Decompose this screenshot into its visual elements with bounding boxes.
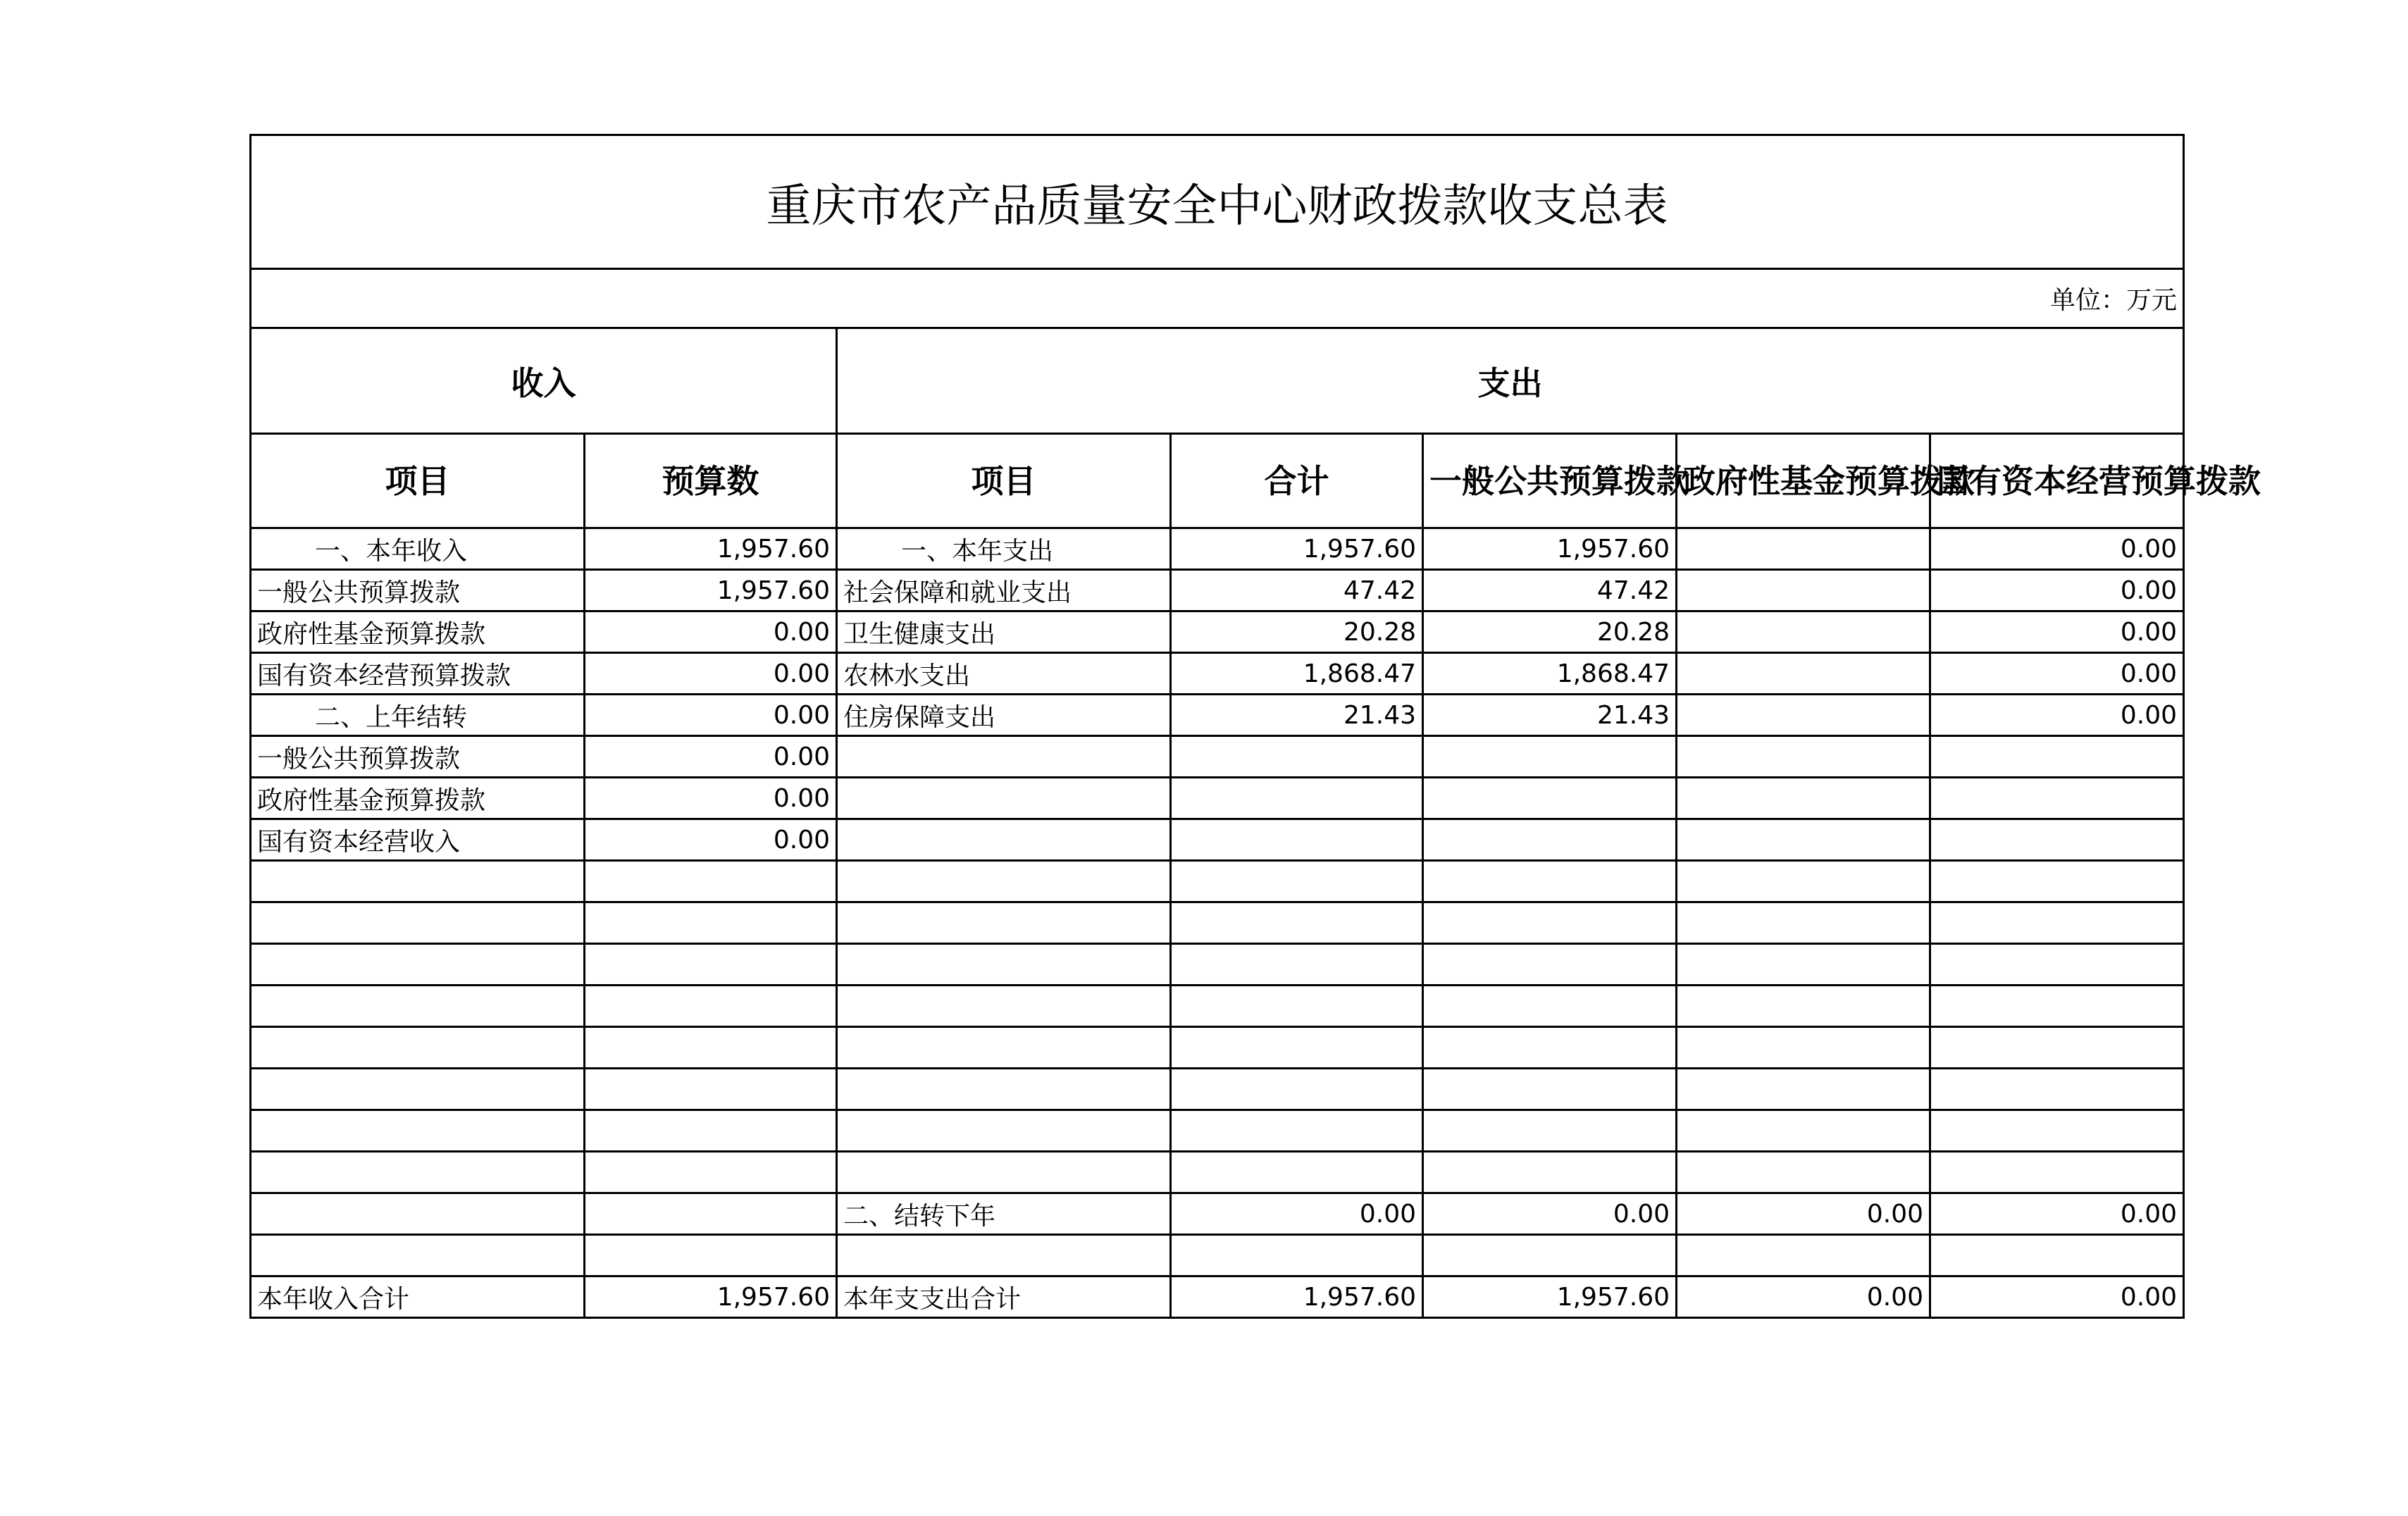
expense-item-cell: 本年支支出合计 xyxy=(837,1276,1171,1318)
expense-item-cell: 二、结转下年 xyxy=(837,1193,1171,1235)
general-budget-cell: 20.28 xyxy=(1423,611,1677,653)
general-budget-cell xyxy=(1423,944,1677,986)
gov-fund-cell xyxy=(1677,986,1930,1027)
income-amount-cell xyxy=(585,1152,837,1193)
state-capital-cell xyxy=(1930,1069,2184,1110)
state-capital-cell xyxy=(1930,944,2184,986)
income-amount-cell xyxy=(585,944,837,986)
expense-total-cell xyxy=(1171,944,1423,986)
expense-total-cell: 1,957.60 xyxy=(1171,1276,1423,1318)
header-total: 合计 xyxy=(1171,434,1423,528)
state-capital-cell xyxy=(1930,778,2184,819)
expense-total-cell xyxy=(1171,819,1423,861)
income-item-cell: 本年收入合计 xyxy=(251,1276,585,1318)
income-item-cell: 国有资本经营预算拨款 xyxy=(251,653,585,695)
expense-item-cell: 社会保障和就业支出 xyxy=(837,570,1171,611)
income-item-cell: 政府性基金预算拨款 xyxy=(251,778,585,819)
table-row xyxy=(251,695,2184,736)
expense-total-cell: 21.43 xyxy=(1171,695,1423,736)
gov-fund-cell xyxy=(1677,736,1930,778)
state-capital-cell xyxy=(1930,902,2184,944)
general-budget-cell xyxy=(1423,1152,1677,1193)
header-general-budget: 一般公共预算拨款 xyxy=(1423,434,1677,528)
general-budget-cell xyxy=(1423,1235,1677,1276)
income-amount-cell: 1,957.60 xyxy=(585,1276,837,1318)
table-row xyxy=(251,736,2184,778)
expense-item-cell xyxy=(837,861,1171,902)
general-budget-cell: 0.00 xyxy=(1423,1193,1677,1235)
table-row xyxy=(251,1276,2184,1318)
income-amount-cell: 0.00 xyxy=(585,611,837,653)
income-amount-cell: 0.00 xyxy=(585,653,837,695)
expense-item-cell: 卫生健康支出 xyxy=(837,611,1171,653)
general-budget-cell: 47.42 xyxy=(1423,570,1677,611)
gov-fund-cell xyxy=(1677,528,1930,570)
income-amount-cell: 0.00 xyxy=(585,819,837,861)
gov-fund-cell xyxy=(1677,1235,1930,1276)
state-capital-cell: 0.00 xyxy=(1930,1193,2184,1235)
table-row xyxy=(251,861,2184,902)
income-amount-cell xyxy=(585,1069,837,1110)
gov-fund-cell xyxy=(1677,1152,1930,1193)
state-capital-cell: 0.00 xyxy=(1930,653,2184,695)
general-budget-cell: 1,957.60 xyxy=(1423,1276,1677,1318)
income-item-cell xyxy=(251,1069,585,1110)
state-capital-cell xyxy=(1930,861,2184,902)
income-item-cell xyxy=(251,1193,585,1235)
income-amount-cell xyxy=(585,861,837,902)
table-row xyxy=(251,528,2184,570)
gov-fund-cell: 0.00 xyxy=(1677,1276,1930,1318)
table-row xyxy=(251,1110,2184,1152)
expense-item-cell: 农林水支出 xyxy=(837,653,1171,695)
income-section-header: 收入 xyxy=(251,328,837,434)
table-row xyxy=(251,1235,2184,1276)
income-amount-cell xyxy=(585,1027,837,1069)
expense-total-cell xyxy=(1171,1235,1423,1276)
income-item-cell: 二、上年结转 xyxy=(251,695,585,736)
income-amount-cell xyxy=(585,1193,837,1235)
gov-fund-cell xyxy=(1677,1027,1930,1069)
income-item-cell xyxy=(251,1152,585,1193)
expense-item-cell xyxy=(837,944,1171,986)
general-budget-cell xyxy=(1423,736,1677,778)
header-gov-fund: 政府性基金预算拨款 xyxy=(1677,434,1930,528)
gov-fund-cell xyxy=(1677,944,1930,986)
expense-section-header: 支出 xyxy=(837,328,2184,434)
state-capital-cell xyxy=(1930,1152,2184,1193)
gov-fund-cell xyxy=(1677,570,1930,611)
table-row xyxy=(251,570,2184,611)
income-item-cell: 政府性基金预算拨款 xyxy=(251,611,585,653)
table-row xyxy=(251,986,2184,1027)
budget-sheet xyxy=(249,134,2261,1357)
expense-item-cell xyxy=(837,736,1171,778)
gov-fund-cell xyxy=(1677,1110,1930,1152)
income-item-cell: 一般公共预算拨款 xyxy=(251,570,585,611)
header-income-item: 项目 xyxy=(251,434,585,528)
general-budget-cell xyxy=(1423,902,1677,944)
expense-total-cell: 47.42 xyxy=(1171,570,1423,611)
gov-fund-cell xyxy=(1677,819,1930,861)
table-row xyxy=(251,944,2184,986)
expense-total-cell xyxy=(1171,902,1423,944)
income-item-cell: 一、本年收入 xyxy=(251,528,585,570)
general-budget-cell xyxy=(1423,861,1677,902)
expense-item-cell xyxy=(837,1069,1171,1110)
gov-fund-cell xyxy=(1677,861,1930,902)
gov-fund-cell xyxy=(1677,902,1930,944)
income-item-cell: 国有资本经营收入 xyxy=(251,819,585,861)
expense-total-cell xyxy=(1171,986,1423,1027)
expense-item-cell xyxy=(837,778,1171,819)
expense-total-cell: 20.28 xyxy=(1171,611,1423,653)
expense-item-cell xyxy=(837,902,1171,944)
state-capital-cell: 0.00 xyxy=(1930,570,2184,611)
table-row xyxy=(251,1193,2184,1235)
income-item-cell xyxy=(251,1027,585,1069)
income-item-cell: 一般公共预算拨款 xyxy=(251,736,585,778)
income-amount-cell xyxy=(585,902,837,944)
general-budget-cell xyxy=(1423,778,1677,819)
expense-item-cell xyxy=(837,1235,1171,1276)
table-row xyxy=(251,819,2184,861)
expense-item-cell xyxy=(837,819,1171,861)
expense-total-cell: 0.00 xyxy=(1171,1193,1423,1235)
general-budget-cell xyxy=(1423,1027,1677,1069)
state-capital-cell: 0.00 xyxy=(1930,695,2184,736)
income-amount-cell: 0.00 xyxy=(585,736,837,778)
table-row xyxy=(251,1069,2184,1110)
expense-total-cell xyxy=(1171,778,1423,819)
general-budget-cell: 1,868.47 xyxy=(1423,653,1677,695)
header-income-budget: 预算数 xyxy=(585,434,837,528)
header-state-capital: 国有资本经营预算拨款 xyxy=(1930,434,2184,528)
general-budget-cell xyxy=(1423,819,1677,861)
expense-total-cell xyxy=(1171,861,1423,902)
expense-total-cell: 1,957.60 xyxy=(1171,528,1423,570)
state-capital-cell xyxy=(1930,1027,2184,1069)
state-capital-cell: 0.00 xyxy=(1930,528,2184,570)
expense-total-cell xyxy=(1171,1152,1423,1193)
income-item-cell xyxy=(251,1235,585,1276)
page-title: 重庆市农产品质量安全中心财政拨款收支总表 xyxy=(251,135,2184,269)
table-row xyxy=(251,1152,2184,1193)
general-budget-cell: 1,957.60 xyxy=(1423,528,1677,570)
table-row xyxy=(251,611,2184,653)
income-amount-cell xyxy=(585,1110,837,1152)
income-amount-cell xyxy=(585,1235,837,1276)
expense-item-cell: 一、本年支出 xyxy=(837,528,1171,570)
gov-fund-cell xyxy=(1677,1069,1930,1110)
general-budget-cell xyxy=(1423,1110,1677,1152)
general-budget-cell xyxy=(1423,1069,1677,1110)
income-amount-cell: 0.00 xyxy=(585,778,837,819)
state-capital-cell xyxy=(1930,819,2184,861)
table-row xyxy=(251,902,2184,944)
finance-summary-table xyxy=(249,134,2261,1319)
expense-total-cell xyxy=(1171,1110,1423,1152)
table-row xyxy=(251,1027,2184,1069)
state-capital-cell xyxy=(1930,1110,2184,1152)
gov-fund-cell xyxy=(1677,611,1930,653)
gov-fund-cell xyxy=(1677,695,1930,736)
expense-item-cell xyxy=(837,1110,1171,1152)
income-item-cell xyxy=(251,861,585,902)
income-amount-cell: 1,957.60 xyxy=(585,570,837,611)
income-item-cell xyxy=(251,1110,585,1152)
state-capital-cell xyxy=(1930,1235,2184,1276)
state-capital-cell xyxy=(1930,986,2184,1027)
income-item-cell xyxy=(251,944,585,986)
expense-total-cell xyxy=(1171,736,1423,778)
state-capital-cell: 0.00 xyxy=(1930,1276,2184,1318)
expense-item-cell xyxy=(837,1027,1171,1069)
table-row xyxy=(251,653,2184,695)
income-amount-cell xyxy=(585,986,837,1027)
income-amount-cell: 1,957.60 xyxy=(585,528,837,570)
income-item-cell xyxy=(251,986,585,1027)
unit-label: 单位：万元 xyxy=(251,269,2184,328)
income-amount-cell: 0.00 xyxy=(585,695,837,736)
gov-fund-cell: 0.00 xyxy=(1677,1193,1930,1235)
table-row xyxy=(251,778,2184,819)
gov-fund-cell xyxy=(1677,778,1930,819)
state-capital-cell: 0.00 xyxy=(1930,611,2184,653)
expense-total-cell xyxy=(1171,1027,1423,1069)
gov-fund-cell xyxy=(1677,653,1930,695)
general-budget-cell: 21.43 xyxy=(1423,695,1677,736)
header-expense-item: 项目 xyxy=(837,434,1171,528)
expense-item-cell xyxy=(837,1152,1171,1193)
general-budget-cell xyxy=(1423,986,1677,1027)
expense-item-cell xyxy=(837,986,1171,1027)
expense-item-cell: 住房保障支出 xyxy=(837,695,1171,736)
income-item-cell xyxy=(251,902,585,944)
state-capital-cell xyxy=(1930,736,2184,778)
expense-total-cell xyxy=(1171,1069,1423,1110)
expense-total-cell: 1,868.47 xyxy=(1171,653,1423,695)
